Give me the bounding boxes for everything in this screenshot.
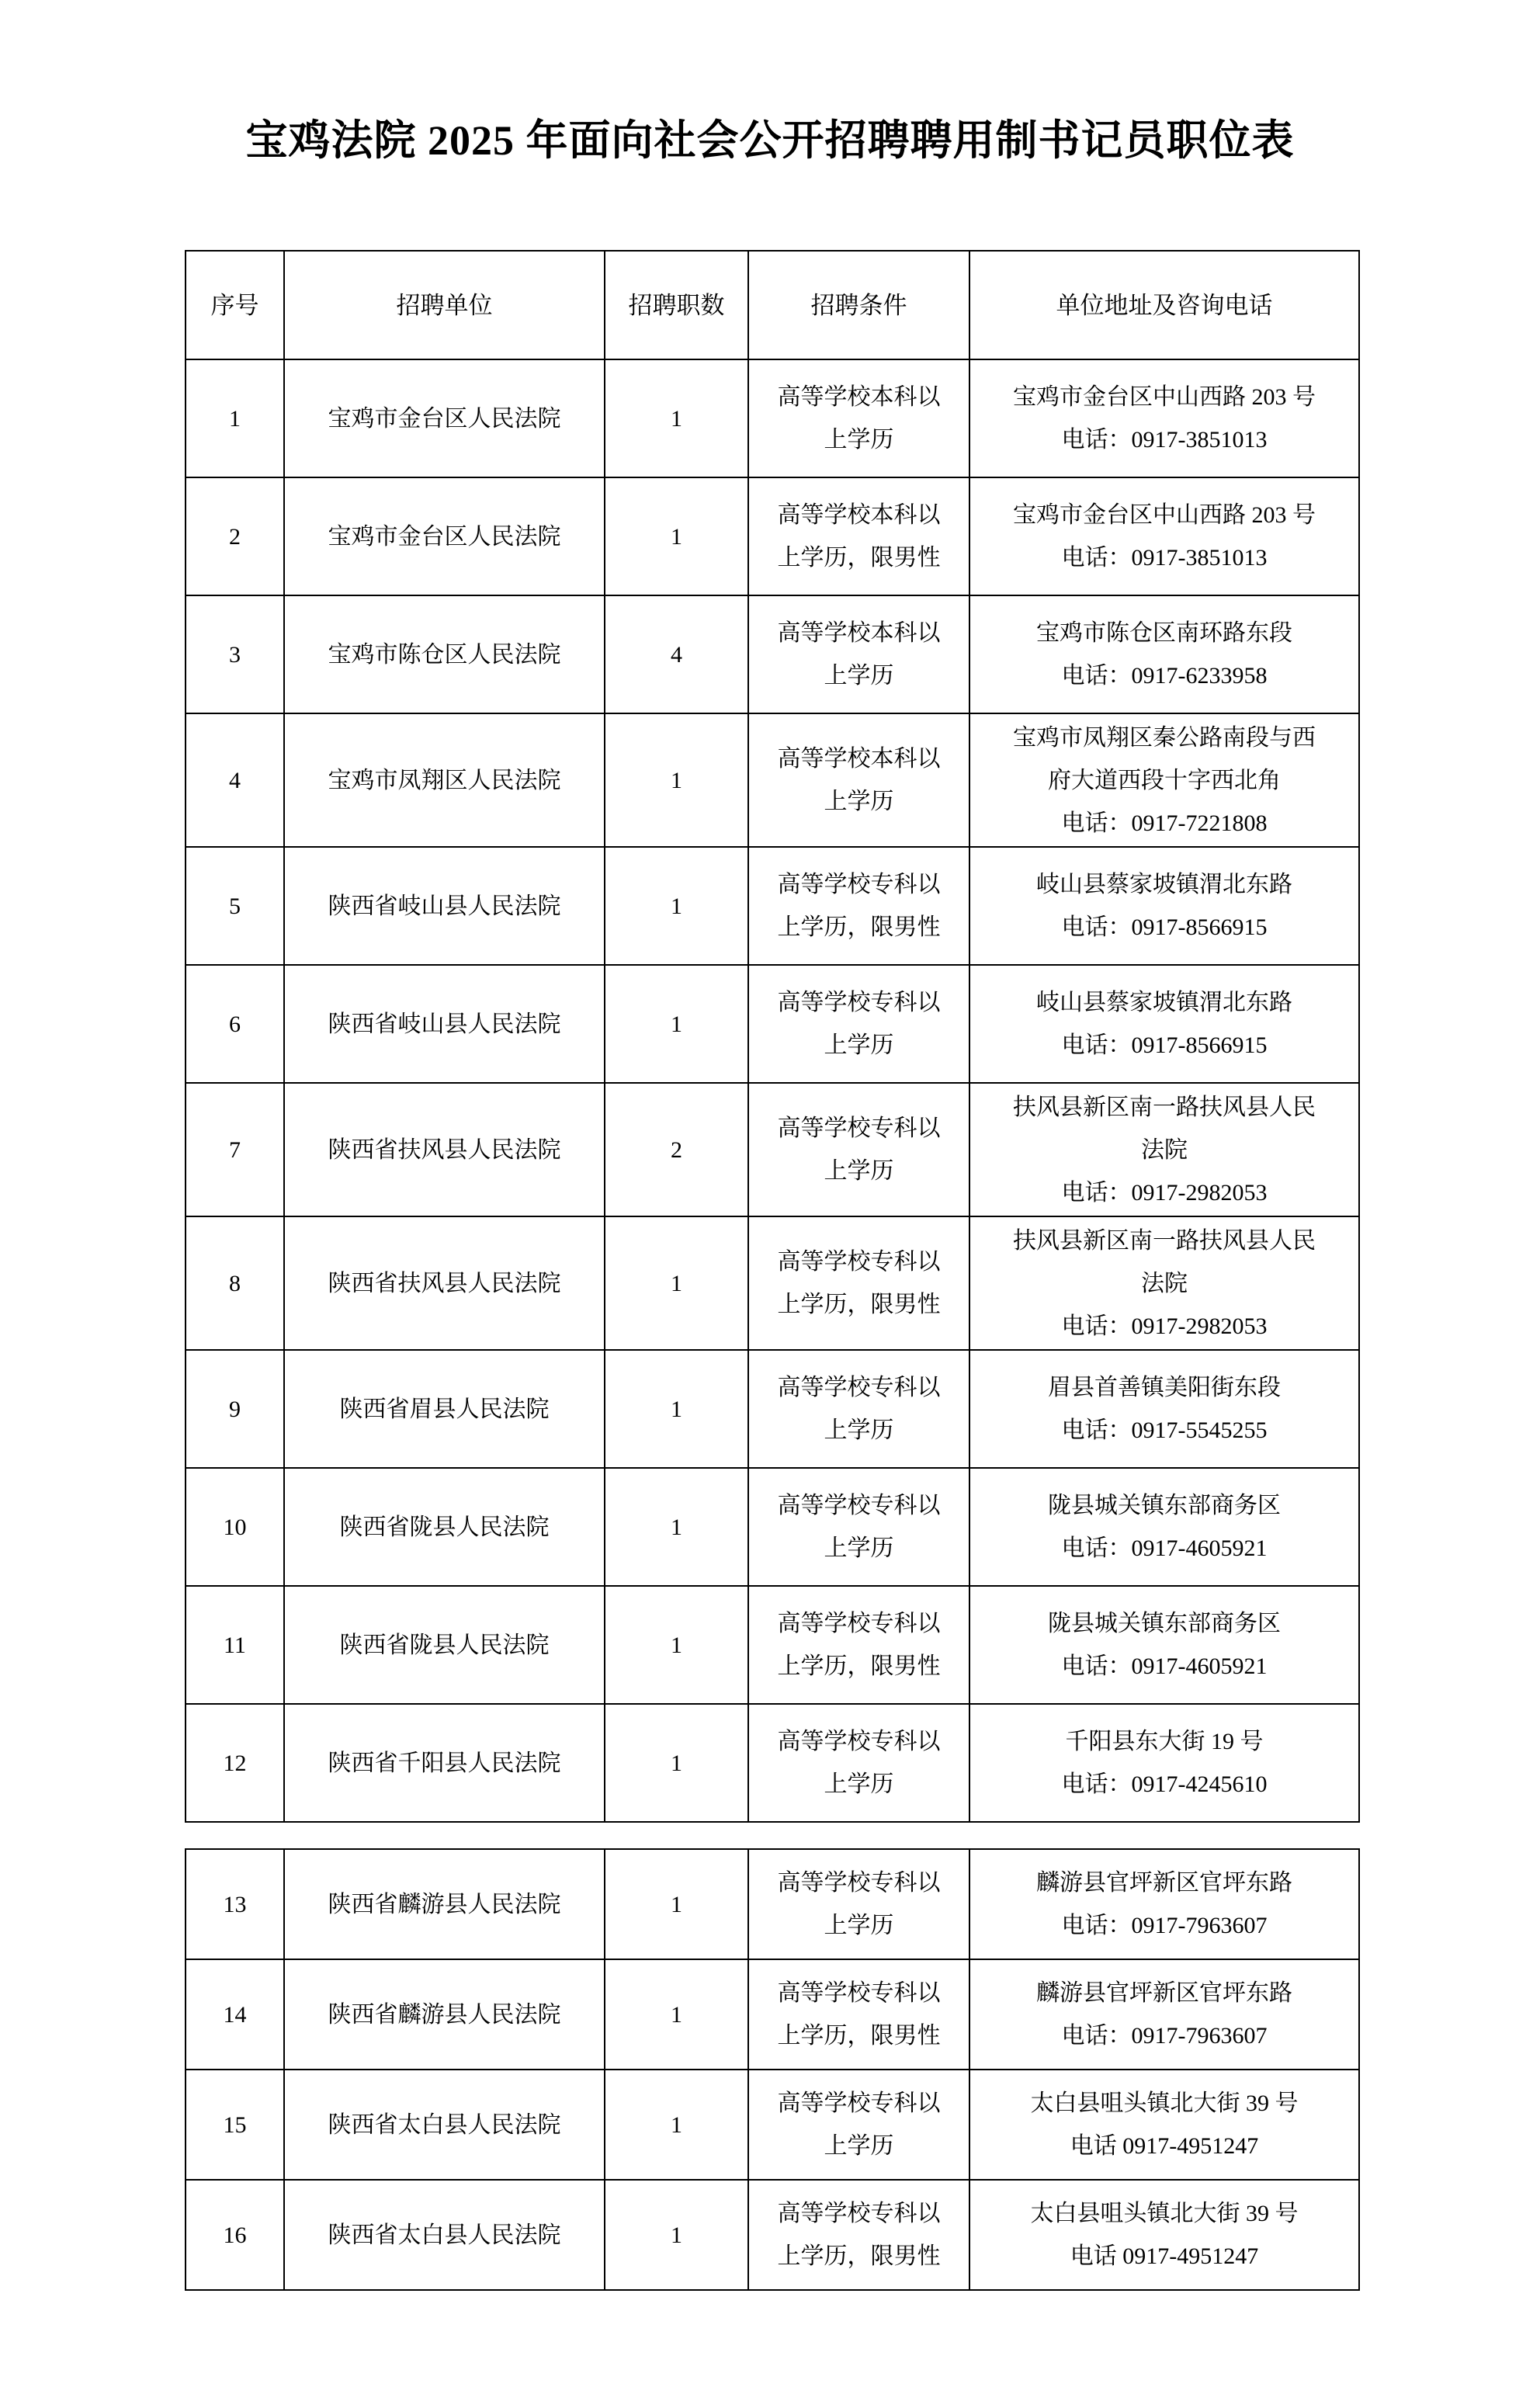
cell-seq: 15 bbox=[186, 2070, 284, 2180]
col-header-unit: 招聘单位 bbox=[284, 251, 605, 359]
cell-line: 高等学校本科以 bbox=[777, 502, 941, 528]
cell-count: 1 bbox=[605, 1586, 748, 1704]
table-row bbox=[186, 1350, 1359, 1468]
cell-line: 宝鸡市凤翔区秦公路南段与西 bbox=[1013, 724, 1316, 751]
cell-line: 上学历，限男性 bbox=[777, 1653, 941, 1679]
table-row bbox=[186, 1704, 1359, 1822]
cell-count: 1 bbox=[605, 1350, 748, 1468]
cell-condition bbox=[748, 477, 969, 595]
cell-address bbox=[969, 1468, 1359, 1586]
cell-seq: 4 bbox=[186, 713, 284, 847]
cell-line: 电话：0917-5545255 bbox=[1061, 1417, 1268, 1443]
cell-address bbox=[969, 847, 1359, 965]
cell-seq: 8 bbox=[186, 1216, 284, 1350]
cell-unit: 陕西省千阳县人民法院 bbox=[284, 1704, 605, 1822]
table-row bbox=[186, 847, 1359, 965]
cell-unit: 陕西省太白县人民法院 bbox=[284, 2180, 605, 2290]
table-row bbox=[186, 1849, 1359, 1959]
cell-line: 眉县首善镇美阳街东段 bbox=[1048, 1375, 1281, 1400]
cell-unit: 陕西省扶风县人民法院 bbox=[284, 1083, 605, 1216]
cell-address bbox=[969, 965, 1359, 1083]
cell-condition bbox=[748, 1350, 969, 1468]
cell-seq: 10 bbox=[186, 1468, 284, 1586]
table-row bbox=[186, 595, 1359, 713]
cell-count: 1 bbox=[605, 477, 748, 595]
cell-count: 1 bbox=[605, 1704, 748, 1822]
cell-address bbox=[969, 1959, 1359, 2070]
table-row bbox=[186, 477, 1359, 595]
cell-line: 上学历 bbox=[824, 1535, 894, 1561]
cell-line: 陇县城关镇东部商务区 bbox=[1048, 1611, 1281, 1636]
cell-unit: 宝鸡市陈仓区人民法院 bbox=[284, 595, 605, 713]
cell-line: 高等学校本科以 bbox=[777, 620, 941, 646]
table-row bbox=[186, 713, 1359, 847]
cell-seq: 6 bbox=[186, 965, 284, 1083]
cell-line: 扶风县新区南一路扶风县人民 bbox=[1013, 1227, 1316, 1254]
cell-condition bbox=[748, 359, 969, 477]
cell-line: 电话：0917-4605921 bbox=[1061, 1653, 1268, 1679]
cell-line: 岐山县蔡家坡镇渭北东路 bbox=[1036, 872, 1292, 897]
cell-line: 麟游县官坪新区官坪东路 bbox=[1036, 1980, 1292, 2006]
cell-seq: 2 bbox=[186, 477, 284, 595]
cell-line: 电话：0917-3851013 bbox=[1061, 427, 1268, 453]
cell-line: 高等学校专科以 bbox=[777, 872, 941, 897]
cell-condition bbox=[748, 1083, 969, 1216]
cell-line: 电话：0917-4245610 bbox=[1061, 1771, 1268, 1797]
cell-line: 电话 0917-4951247 bbox=[1070, 2243, 1259, 2269]
table-row bbox=[186, 1468, 1359, 1586]
cell-line: 麟游县官坪新区官坪东路 bbox=[1036, 1870, 1292, 1896]
cell-unit: 宝鸡市凤翔区人民法院 bbox=[284, 713, 605, 847]
cell-line: 电话：0917-7963607 bbox=[1061, 2023, 1268, 2049]
cell-line: 电话：0917-7963607 bbox=[1061, 1913, 1268, 1938]
cell-line: 高等学校专科以 bbox=[777, 2201, 941, 2226]
cell-count: 1 bbox=[605, 1959, 748, 2070]
cell-line: 上学历 bbox=[824, 427, 894, 453]
table-row bbox=[186, 359, 1359, 477]
cell-line: 府大道西段十字西北角 bbox=[1048, 767, 1281, 793]
cell-line: 岐山县蔡家坡镇渭北东路 bbox=[1036, 990, 1292, 1015]
table-row bbox=[186, 1586, 1359, 1704]
cell-address bbox=[969, 2180, 1359, 2290]
cell-unit: 陕西省岐山县人民法院 bbox=[284, 847, 605, 965]
cell-seq: 9 bbox=[186, 1350, 284, 1468]
cell-seq: 13 bbox=[186, 1849, 284, 1959]
table-row bbox=[186, 1959, 1359, 2070]
cell-line: 高等学校专科以 bbox=[777, 1115, 941, 1141]
cell-unit: 陕西省眉县人民法院 bbox=[284, 1350, 605, 1468]
cell-address bbox=[969, 2070, 1359, 2180]
cell-unit: 陕西省陇县人民法院 bbox=[284, 1586, 605, 1704]
cell-count: 1 bbox=[605, 359, 748, 477]
cell-seq: 7 bbox=[186, 1083, 284, 1216]
cell-condition bbox=[748, 965, 969, 1083]
cell-unit: 陕西省太白县人民法院 bbox=[284, 2070, 605, 2180]
cell-address bbox=[969, 359, 1359, 477]
cell-count: 2 bbox=[605, 1083, 748, 1216]
cell-line: 宝鸡市金台区中山西路 203 号 bbox=[1013, 502, 1316, 528]
cell-count: 1 bbox=[605, 965, 748, 1083]
cell-line: 上学历，限男性 bbox=[777, 545, 941, 571]
cell-count: 1 bbox=[605, 847, 748, 965]
cell-seq: 14 bbox=[186, 1959, 284, 2070]
cell-line: 电话：0917-7221808 bbox=[1061, 810, 1268, 836]
cell-line: 电话：0917-8566915 bbox=[1061, 1032, 1268, 1058]
cell-address bbox=[969, 713, 1359, 847]
cell-seq: 5 bbox=[186, 847, 284, 965]
cell-address bbox=[969, 1216, 1359, 1350]
cell-seq: 3 bbox=[186, 595, 284, 713]
cell-line: 上学历，限男性 bbox=[777, 2243, 941, 2269]
cell-condition bbox=[748, 1959, 969, 2070]
cell-address bbox=[969, 1083, 1359, 1216]
cell-count: 1 bbox=[605, 1468, 748, 1586]
cell-line: 上学历，限男性 bbox=[777, 914, 941, 940]
cell-line: 千阳县东大街 19 号 bbox=[1065, 1729, 1264, 1754]
cell-line: 高等学校专科以 bbox=[777, 1249, 941, 1275]
cell-condition bbox=[748, 1586, 969, 1704]
cell-line: 电话：0917-2982053 bbox=[1061, 1179, 1268, 1206]
col-header-seq: 序号 bbox=[186, 251, 284, 359]
cell-line: 电话 0917-4951247 bbox=[1070, 2133, 1259, 2159]
cell-line: 高等学校专科以 bbox=[777, 1493, 941, 1518]
cell-line: 扶风县新区南一路扶风县人民 bbox=[1013, 1094, 1316, 1120]
header-row bbox=[186, 251, 1359, 359]
cell-line: 高等学校专科以 bbox=[777, 1980, 941, 2006]
cell-condition bbox=[748, 1216, 969, 1350]
cell-unit: 陕西省扶风县人民法院 bbox=[284, 1216, 605, 1350]
cell-line: 高等学校专科以 bbox=[777, 1375, 941, 1400]
table-row bbox=[186, 2070, 1359, 2180]
cell-line: 高等学校本科以 bbox=[777, 746, 941, 772]
cell-line: 电话：0917-2982053 bbox=[1061, 1313, 1268, 1339]
cell-unit: 陕西省麟游县人民法院 bbox=[284, 1959, 605, 2070]
cell-address bbox=[969, 1350, 1359, 1468]
cell-line: 高等学校专科以 bbox=[777, 990, 941, 1015]
table-row bbox=[186, 1216, 1359, 1350]
cell-condition bbox=[748, 1468, 969, 1586]
cell-seq: 12 bbox=[186, 1704, 284, 1822]
cell-line: 太白县咀头镇北大街 39 号 bbox=[1030, 2090, 1299, 2116]
cell-line: 高等学校专科以 bbox=[777, 1729, 941, 1754]
cell-line: 上学历 bbox=[824, 1913, 894, 1938]
cell-line: 高等学校专科以 bbox=[777, 1611, 941, 1636]
cell-unit: 陕西省麟游县人民法院 bbox=[284, 1849, 605, 1959]
cell-line: 上学历 bbox=[824, 1158, 894, 1184]
cell-condition bbox=[748, 595, 969, 713]
cell-line: 高等学校专科以 bbox=[777, 1870, 941, 1896]
cell-unit: 陕西省岐山县人民法院 bbox=[284, 965, 605, 1083]
cell-condition bbox=[748, 1849, 969, 1959]
cell-seq: 1 bbox=[186, 359, 284, 477]
cell-line: 电话：0917-6233958 bbox=[1061, 663, 1268, 689]
cell-line: 太白县咀头镇北大街 39 号 bbox=[1030, 2201, 1299, 2226]
cell-line: 法院 bbox=[1141, 1136, 1188, 1163]
cell-unit: 宝鸡市金台区人民法院 bbox=[284, 477, 605, 595]
cell-line: 上学历 bbox=[824, 789, 894, 814]
cell-line: 上学历 bbox=[824, 663, 894, 689]
cell-line: 高等学校本科以 bbox=[777, 384, 941, 410]
cell-line: 法院 bbox=[1141, 1270, 1188, 1296]
table-area bbox=[185, 250, 1358, 2291]
cell-count: 1 bbox=[605, 713, 748, 847]
cell-unit: 宝鸡市金台区人民法院 bbox=[284, 359, 605, 477]
cell-line: 上学历 bbox=[824, 1032, 894, 1058]
cell-line: 上学历 bbox=[824, 2133, 894, 2159]
cell-line: 宝鸡市金台区中山西路 203 号 bbox=[1013, 384, 1316, 410]
cell-line: 上学历，限男性 bbox=[777, 1292, 941, 1317]
cell-condition bbox=[748, 847, 969, 965]
cell-line: 电话：0917-4605921 bbox=[1061, 1535, 1268, 1561]
cell-line: 高等学校专科以 bbox=[777, 2090, 941, 2116]
table-row bbox=[186, 965, 1359, 1083]
page-title: 宝鸡法院 2025 年面向社会公开招聘聘用制书记员职位表 bbox=[245, 117, 1295, 164]
table-split-gap bbox=[185, 1823, 1358, 1848]
cell-address bbox=[969, 595, 1359, 713]
cell-address bbox=[969, 1704, 1359, 1822]
cell-address bbox=[969, 477, 1359, 595]
cell-count: 4 bbox=[605, 595, 748, 713]
cell-count: 1 bbox=[605, 2180, 748, 2290]
cell-condition bbox=[748, 2180, 969, 2290]
positions-table-part-2 bbox=[185, 1848, 1360, 2291]
cell-seq: 11 bbox=[186, 1586, 284, 1704]
table-row bbox=[186, 2180, 1359, 2290]
cell-line: 上学历 bbox=[824, 1417, 894, 1443]
cell-unit: 陕西省陇县人民法院 bbox=[284, 1468, 605, 1586]
cell-count: 1 bbox=[605, 1849, 748, 1959]
cell-condition bbox=[748, 2070, 969, 2180]
col-header-address: 单位地址及咨询电话 bbox=[969, 251, 1359, 359]
cell-count: 1 bbox=[605, 2070, 748, 2180]
cell-line: 电话：0917-3851013 bbox=[1061, 545, 1268, 571]
table-row bbox=[186, 1083, 1359, 1216]
cell-line: 电话：0917-8566915 bbox=[1061, 914, 1268, 940]
cell-line: 上学历，限男性 bbox=[777, 2023, 941, 2049]
cell-count: 1 bbox=[605, 1216, 748, 1350]
cell-seq: 16 bbox=[186, 2180, 284, 2290]
cell-address bbox=[969, 1849, 1359, 1959]
cell-address bbox=[969, 1586, 1359, 1704]
col-header-count: 招聘职数 bbox=[605, 251, 748, 359]
cell-line: 陇县城关镇东部商务区 bbox=[1048, 1493, 1281, 1518]
cell-condition bbox=[748, 1704, 969, 1822]
cell-line: 宝鸡市陈仓区南环路东段 bbox=[1036, 620, 1292, 646]
cell-line: 上学历 bbox=[824, 1771, 894, 1797]
positions-table-part-1 bbox=[185, 250, 1360, 1823]
cell-condition bbox=[748, 713, 969, 847]
col-header-condition: 招聘条件 bbox=[748, 251, 969, 359]
